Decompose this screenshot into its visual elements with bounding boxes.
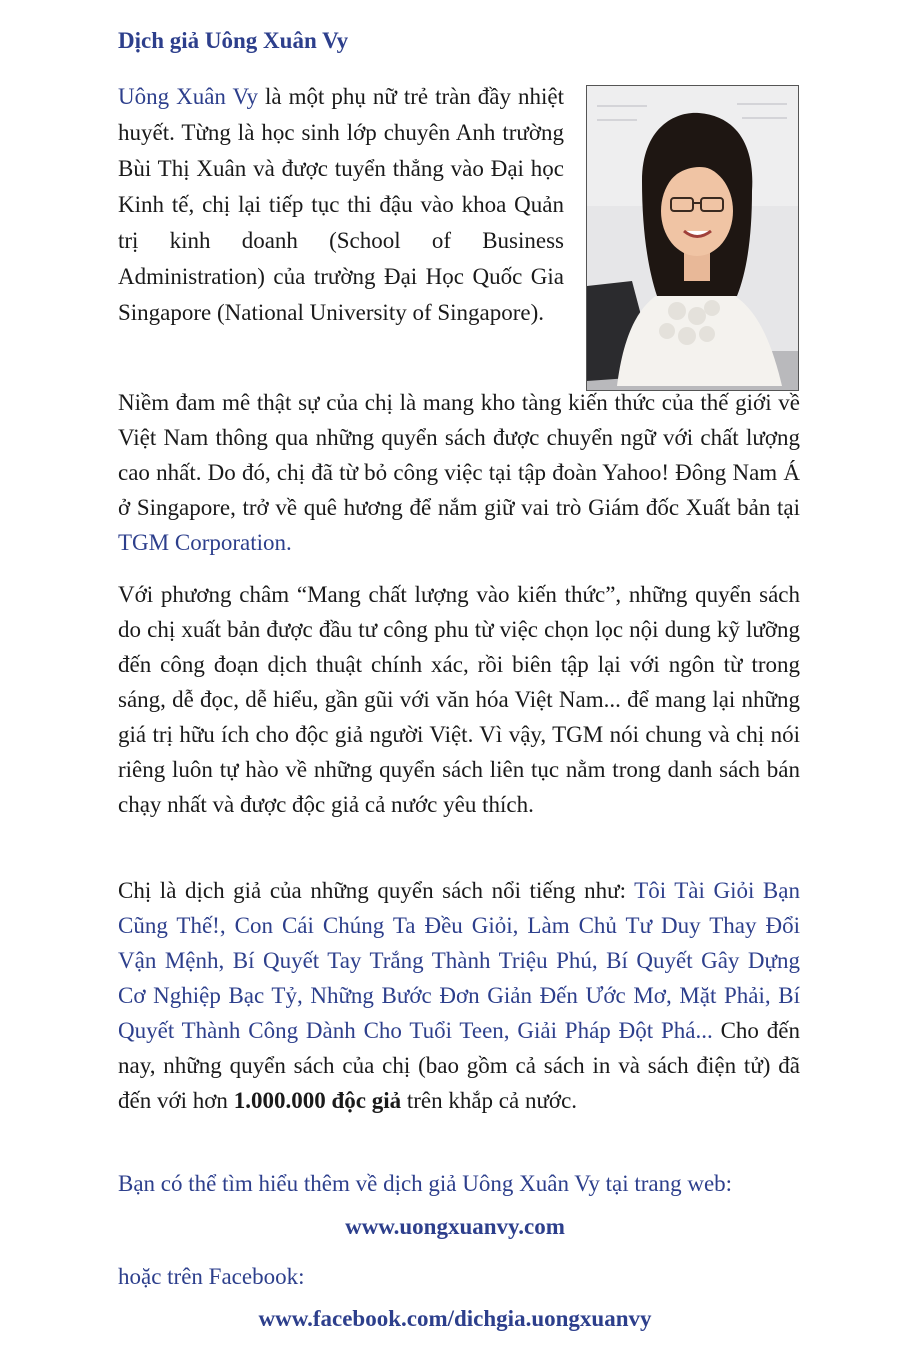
intro-text: là một phụ nữ trẻ tràn đầy nhiệt huyết. Từng là học sinh lớp chuyên Anh trường Bùi Thị Xuân và được tuyển thẳng vào Đại học Kinh tế, chị lại tiếp tục thi đậu vào khoa Quản trị kinh doanh (School of Business Administration) của trường Đại Học Quốc Gia Singapore (National University of Singapore).: [118, 84, 564, 325]
website-link[interactable]: www.uongxuanvy.com: [345, 1214, 565, 1239]
facebook-intro: hoặc trên Facebook:: [118, 1264, 305, 1289]
book-titles: Tôi Tài Giỏi Bạn Cũng Thế!, Con Cái Chúng Ta Đều Giỏi, Làm Chủ Tư Duy Thay Đổi Vận Mệnh, Bí Quyết Tay Trắng Thành Triệu Phú, Bí Quyết Gây Dựng Cơ Nghiệp Bạc Tỷ, Những Bước Đơn Giản Đến Ước Mơ, Mặt Phải, Bí Quyết Thành Công Dành Cho Tuổi Teen, Giải Pháp Đột Phá...: [118, 878, 800, 1043]
portrait-illustration: [587, 86, 798, 390]
translator-portrait-photo: [586, 85, 799, 391]
website-intro: Bạn có thể tìm hiểu thêm về dịch giả Uông Xuân Vy tại trang web:: [118, 1171, 733, 1196]
paragraph-books: [118, 873, 800, 1118]
section-heading: Dịch giả Uông Xuân Vy: [118, 28, 349, 53]
books-intro: Chị là dịch giả của những quyển sách nổi tiếng như:: [118, 878, 635, 903]
books-end: trên khắp cả nước.: [401, 1088, 578, 1113]
company-name: TGM Corporation.: [118, 530, 292, 555]
paragraph-passion: [118, 385, 800, 560]
facebook-link[interactable]: www.facebook.com/dichgia.uongxuanvy: [258, 1306, 652, 1331]
paragraph-motto: Với phương châm “Mang chất lượng vào kiến thức”, những quyển sách do chị xuất bản được đầu tư công phu từ việc chọn lọc nội dung kỹ lưỡng đến công đoạn dịch thuật chính xác, rồi biên tập lại với ngôn từ trong sáng, dễ đọc, dễ hiểu, gần gũi với văn hóa Việt Nam... để mang lại những giá trị hữu ích cho độc giả người Việt. Vì vậy, TGM nói chung và chị nói riêng luôn tự hào về những quyển sách liên tục nằm trong danh sách bán chạy nhất và được độc giả cả nước yêu thích.: [118, 582, 800, 817]
readers-count: 1.000.000 độc giả: [233, 1088, 402, 1113]
translator-name: Uông Xuân Vy: [118, 84, 259, 109]
passion-text: Niềm đam mê thật sự của chị là mang kho tàng kiến thức của thế giới về Việt Nam thông qua những quyển sách được chuyển ngữ với chất lượng cao nhất. Do đó, chị đã từ bỏ công việc tại tập đoàn Yahoo! Đông Nam Á ở Singapore, trở về quê hương để nắm giữ vai trò Giám đốc Xuất bản tại: [118, 390, 800, 520]
books-mid: Cho đến nay, những quyển sách của chị (bao gồm cả sách in và sách điện tử) đã đến với hơn: [118, 1018, 800, 1113]
paragraph-intro: [118, 79, 564, 331]
